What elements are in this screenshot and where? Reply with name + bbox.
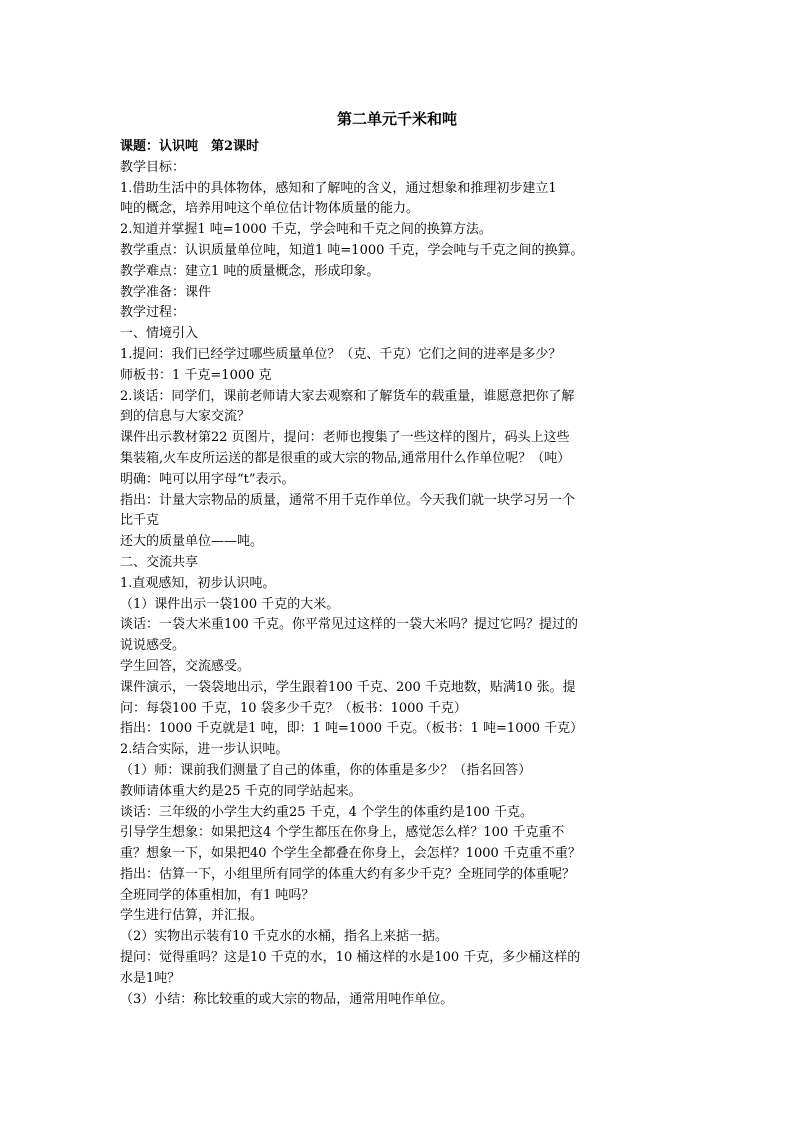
text-line: 指出：1000 千克就是1 吨，即：1 吨=1000 千克。（板书：1 吨=1000 千克） [120, 721, 584, 737]
text-line: 水是1吨？ [120, 970, 181, 986]
text-line: 教学难点：建立1 吨的质量概念，形成印象。 [120, 263, 380, 279]
document-title: 第二单元千米和吨 [336, 110, 457, 128]
document-body [120, 137, 680, 1010]
text-line: 1.提问：我们已经学过哪些质量单位？（克、千克）它们之间的进率是多少？ [120, 346, 562, 362]
text-line: 到的信息与大家交流？ [120, 409, 251, 425]
text-line: 师板书：1 千克=1000 克 [120, 367, 272, 383]
text-line: 提问：觉得重吗？这是10 千克的水，10 桶这样的水是100 千克，多少桶这样的 [120, 950, 581, 966]
text-line: 集装箱,火车皮所运送的都是很重的或大宗的物品,通常用什么作单位呢？（吨） [120, 450, 571, 466]
text-line: （3）小结：称比较重的或大宗的物品，通常用吨作单位。 [120, 991, 454, 1007]
text-line: 1.借助生活中的具体物体，感知和了解吨的含义，通过想象和推理初步建立1 [120, 180, 557, 196]
text-line: 明确：吨可以用字母“t”表示。 [120, 471, 295, 487]
text-line: 教师请体重大约是25 千克的同学站起来。 [120, 783, 362, 799]
text-line: 1.直观感知，初步认识吨。 [120, 575, 276, 591]
text-line: 全班同学的体重相加，有1 吨吗？ [120, 887, 315, 903]
text-line: 吨的概念，培养用吨这个单位估计物体质量的能力。 [120, 201, 420, 217]
text-line: 比千克 [120, 513, 160, 529]
text-line: 还大的质量单位——吨。 [120, 534, 264, 550]
text-line: （1）师：课前我们测量了自己的体重，你的体重是多少？（指名回答） [120, 762, 532, 778]
text-line: （2）实物出示装有10 千克水的水桶，指名上来掂一掂。 [120, 929, 448, 945]
text-line: 引导学生想象：如果把这4 个学生都压在你身上，感觉怎么样？100 千克重不 [120, 825, 565, 841]
text-line: 谈话：三年级的小学生大约重25 千克，4 个学生的体重约是100 千克。 [120, 804, 534, 820]
text-line: 教学过程： [120, 305, 186, 321]
text-line: 教学准备：课件 [120, 284, 212, 300]
text-line: 谈话：一袋大米重100 千克。你平常见过这样的一袋大米吗？提过它吗？提过的 [120, 617, 578, 633]
section-heading: 二、交流共享 [120, 554, 199, 570]
text-line: 指出：估算一下，小组里所有同学的体重大约有多少千克？全班同学的体重呢？ [120, 866, 576, 882]
text-line: 课件出示教材第22 页图片，提问：老师也搜集了一些这样的图片，码头上这些 [120, 430, 570, 446]
text-line: 2.知道并掌握1 吨=1000 千克，学会吨和千克之间的换算方法。 [120, 222, 492, 238]
text-line: 说说感受。 [120, 638, 186, 654]
lesson-topic: 课题：认识吨 第2课时 [120, 139, 260, 154]
text-line: 2.谈话：同学们，课前老师请大家去观察和了解货车的载重量，谁愿意把你了解 [120, 388, 575, 404]
text-line: 重？想象一下，如果把40 个学生全都叠在你身上，会怎样？1000 千克重不重？ [120, 846, 581, 862]
text-line: 指出：计量大宗物品的质量，通常不用千克作单位。今天我们就一块学习另一个 [120, 492, 576, 508]
section-heading: 一、情境引入 [120, 326, 199, 342]
text-line: 教学重点：认识质量单位吨，知道1 吨=1000 千克，学会吨与千克之间的换算。 [120, 242, 584, 258]
text-line: 2.结合实际，进一步认识吨。 [120, 742, 289, 758]
text-line: 问：每袋100 千克，10 袋多少千克？（板书：1000 千克） [120, 700, 467, 716]
text-line: 学生回答，交流感受。 [120, 658, 251, 674]
text-line: 学生进行估算，并汇报。 [120, 908, 264, 924]
text-line: （1）课件出示一袋100 千克的大米。 [120, 596, 340, 612]
text-line: 教学目标： [120, 159, 186, 175]
text-line: 课件演示，一袋袋地出示，学生跟着100 千克、200 千克地数，贴满10 张。提 [120, 679, 576, 695]
